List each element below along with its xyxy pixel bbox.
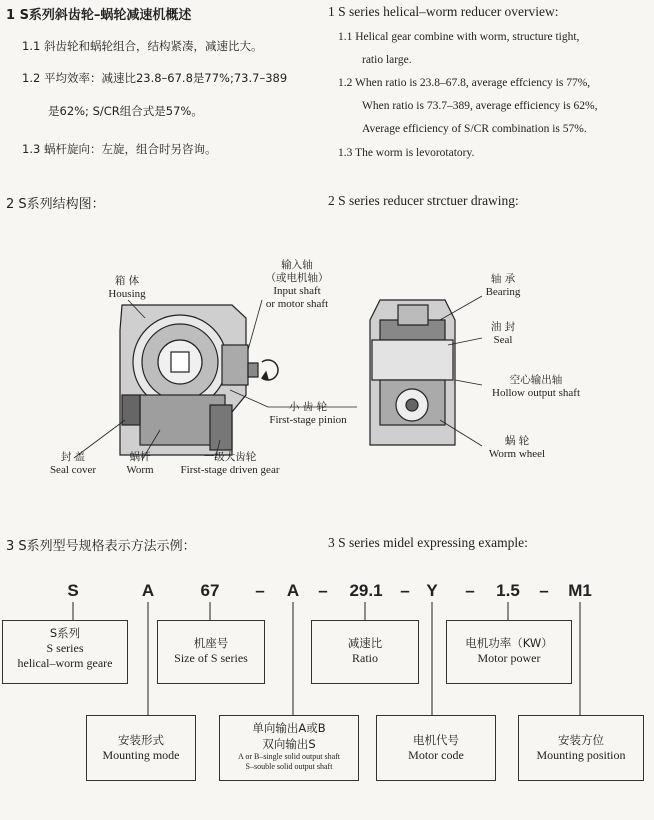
section1-title-cn: 1 S系列斜齿轮–蜗轮减速机概述 — [6, 8, 192, 23]
overview-en-line-3: 1.2 When ratio is 23.8–67.8, average effciency is 77%, — [338, 77, 591, 89]
section3-title-en: 3 S series midel expressing example: — [328, 535, 528, 550]
code-dash: – — [255, 581, 265, 600]
code-output: A — [286, 581, 300, 600]
label-worm-wheel: 蜗 轮 Worm wheel — [488, 435, 546, 460]
label-housing: 箱 体 Housing — [108, 275, 146, 300]
label-hollow-output-shaft: 空心输出轴 Hollow output shaft — [492, 374, 580, 399]
code-dash: – — [539, 581, 549, 600]
overview-en-line-2: ratio large. — [362, 54, 412, 66]
box-mounting-position: 安装方位 Mounting position — [518, 715, 644, 781]
section1-title-en: 1 S series helical–worm reducer overview: — [328, 4, 559, 19]
overview-en-line-6: 1.3 The worm is levorotatory. — [338, 147, 475, 159]
box-output-shaft: 单向输出A或B 双向输出S A or B–single solid output shaft S–souble solid output shaft — [219, 715, 359, 781]
box-size: 机座号 Size of S series — [157, 620, 265, 684]
code-series: S — [67, 581, 79, 600]
label-bearing: 轴 承 Bearing — [485, 273, 521, 298]
label-input-shaft: 输入轴 （或电机轴） Input shaft or motor shaft — [265, 259, 329, 310]
code-dash: – — [465, 581, 475, 600]
overview-cn-line-3: 是62%; S/CR组合式是57%。 — [48, 104, 203, 118]
overview-en-line-4: When ratio is 73.7–389, average efficiency is 62%, — [362, 100, 598, 112]
label-first-stage-pinion: 小 齿 轮 First-stage pinion — [269, 401, 347, 426]
box-series: S系列 S series helical–worm geare — [2, 620, 128, 684]
overview-cn-line-2: 1.2 平均效率：减速比23.8–67.8是77%;73.7–389 — [22, 71, 288, 85]
section3-title-cn: 3 S系列型号规格表示方法示例： — [6, 539, 196, 554]
code-dash: – — [318, 581, 328, 600]
label-seal-cover: 封 盖 Seal cover — [49, 451, 97, 476]
overview-en-line-5: Average efficiency of S/CR combination is 57%. — [362, 123, 587, 135]
code-dash: – — [400, 581, 410, 600]
code-ratio: 29.1 — [349, 581, 383, 600]
box-motor-code: 电机代号 Motor code — [376, 715, 496, 781]
label-seal: 油 封 Seal — [490, 321, 516, 346]
section-view-drawing — [370, 300, 455, 445]
overview-cn-line-4: 1.3 蜗杆旋向：左旋，组合时另咨询。 — [22, 142, 217, 156]
code-power: 1.5 — [496, 581, 520, 600]
box-mounting-mode: 安装形式 Mounting mode — [86, 715, 196, 781]
label-worm: 蜗杆 Worm — [126, 451, 154, 476]
code-size: 67 — [200, 581, 220, 600]
section2-title-cn: 2 S系列结构图： — [6, 197, 105, 212]
code-position: M1 — [568, 581, 592, 600]
overview-en-line-1: 1.1 Helical gear combine with worm, structure tight, — [338, 31, 580, 43]
label-first-stage-driven-gear: 一级大齿轮 First-stage driven gear — [180, 451, 280, 476]
code-mounting: A — [141, 581, 155, 600]
box-motor-power: 电机功率（KW） Motor power — [446, 620, 572, 684]
code-motor: Y — [426, 581, 438, 600]
box-ratio: 减速比 Ratio — [311, 620, 419, 684]
overview-cn-line-1: 1.1 斜齿轮和蜗轮组合，结构紧凑，减速比大。 — [22, 39, 263, 53]
section2-title-en: 2 S series reducer strctuer drawing: — [328, 193, 519, 208]
